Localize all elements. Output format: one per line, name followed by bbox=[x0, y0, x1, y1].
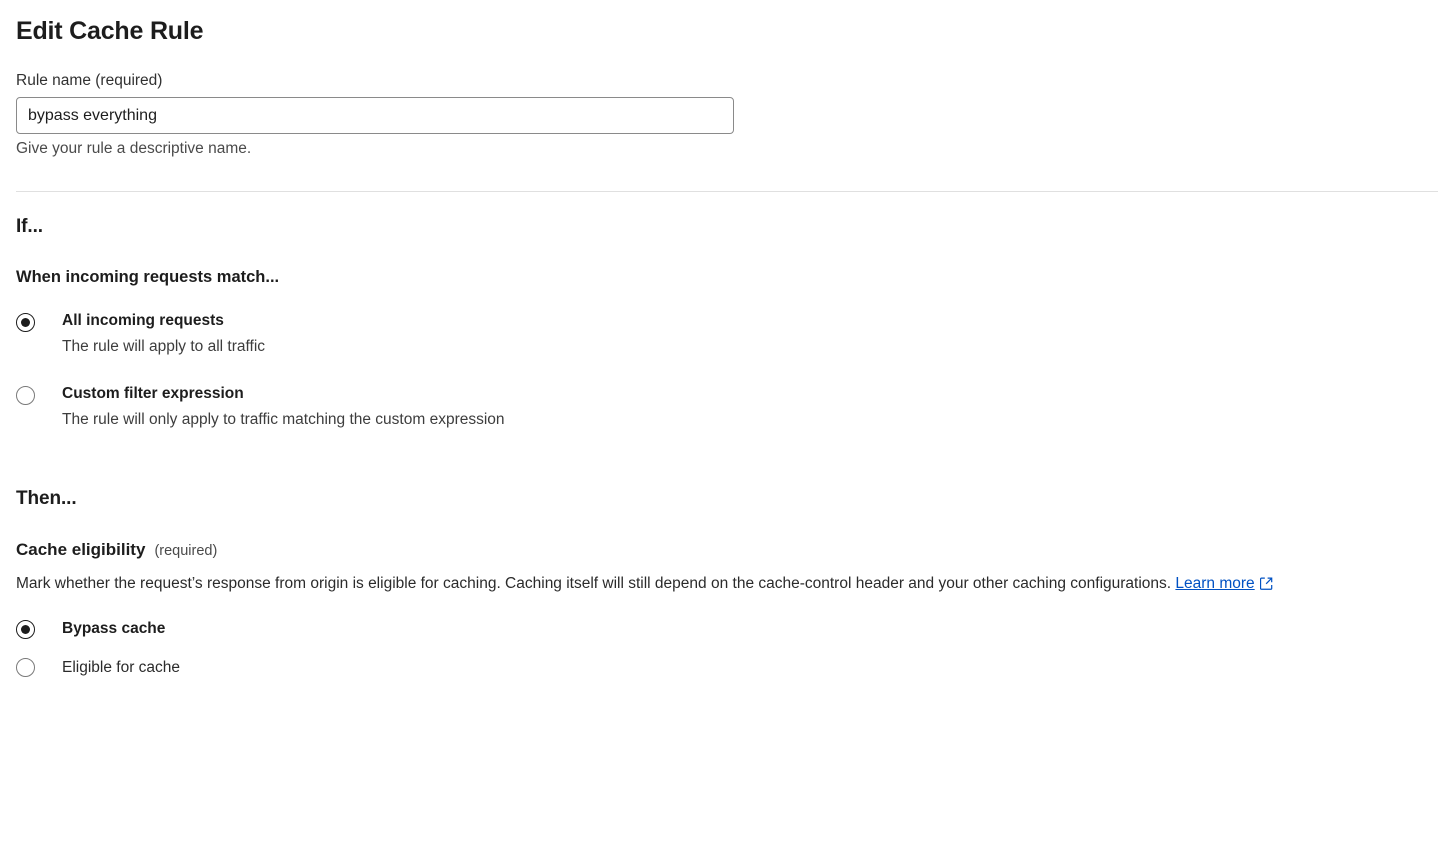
radio-option-eligible-for-cache[interactable] bbox=[16, 658, 1438, 677]
incoming-requests-radio-group bbox=[16, 311, 1438, 430]
external-link-icon[interactable] bbox=[1260, 574, 1273, 597]
cache-eligibility-required-note: (required) bbox=[154, 543, 218, 560]
cache-eligibility-description bbox=[16, 572, 1438, 597]
radio-option-all-incoming-requests[interactable] bbox=[16, 311, 1438, 358]
radio-label-eligible-for-cache: Eligible for cache bbox=[62, 658, 181, 676]
cache-eligibility-label: Cache eligibility bbox=[16, 540, 146, 560]
section-divider bbox=[16, 191, 1438, 192]
radio-option-bypass-cache[interactable] bbox=[16, 619, 1438, 640]
radio-desc-custom-filter-expression: The rule will only apply to traffic matching the custom expression bbox=[62, 410, 505, 428]
cache-eligibility-label-row bbox=[16, 540, 1438, 560]
rule-name-input[interactable] bbox=[16, 97, 734, 134]
cache-eligibility-radio-group bbox=[16, 619, 1438, 677]
radio-selected-icon[interactable] bbox=[16, 313, 35, 332]
radio-desc-all-incoming-requests: The rule will apply to all traffic bbox=[62, 337, 266, 355]
rule-name-label: Rule name (required) bbox=[16, 72, 163, 89]
radio-label-custom-filter-expression: Custom filter expression bbox=[62, 384, 244, 402]
then-section bbox=[16, 488, 1438, 677]
radio-option-custom-filter-expression[interactable] bbox=[16, 384, 1438, 431]
then-section-heading: Then... bbox=[16, 488, 77, 510]
cache-eligibility-description-text: Mark whether the request’s response from origin is eligible for caching. Caching itself will still depend on the cache-control header and your other caching configurations. bbox=[16, 575, 1172, 593]
incoming-requests-match-heading: When incoming requests match... bbox=[16, 268, 280, 286]
rule-name-field-group bbox=[16, 72, 1438, 158]
radio-selected-icon[interactable] bbox=[16, 620, 35, 639]
rule-name-helper-text: Give your rule a descriptive name. bbox=[16, 140, 252, 157]
if-section-heading: If... bbox=[16, 216, 43, 237]
radio-unselected-icon[interactable] bbox=[16, 658, 35, 677]
radio-label-all-incoming-requests: All incoming requests bbox=[62, 312, 224, 329]
learn-more-link[interactable]: Learn more bbox=[1175, 575, 1255, 593]
radio-label-bypass-cache: Bypass cache bbox=[62, 620, 166, 638]
page-title: Edit Cache Rule bbox=[16, 17, 204, 45]
radio-unselected-icon[interactable] bbox=[16, 386, 35, 405]
